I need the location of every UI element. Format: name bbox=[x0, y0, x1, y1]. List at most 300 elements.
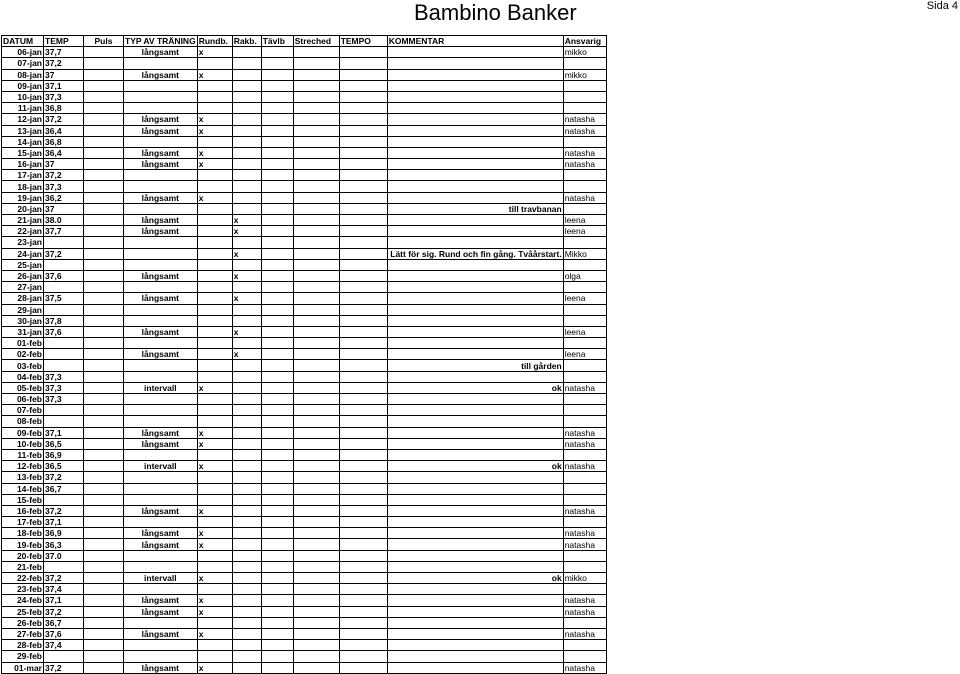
cell-puls bbox=[84, 606, 124, 617]
cell-temp: 37,7 bbox=[44, 226, 84, 237]
cell-datum: 19-jan bbox=[2, 192, 44, 203]
cell-tempo bbox=[339, 394, 387, 405]
cell-kommentar bbox=[387, 505, 563, 516]
cell-ansvarig: natasha bbox=[563, 438, 606, 449]
cell-typ: långsamt bbox=[124, 159, 198, 170]
cell-datum: 13-feb bbox=[2, 472, 44, 483]
cell-rakb bbox=[232, 651, 261, 662]
cell-temp: 36,9 bbox=[44, 528, 84, 539]
col-header-datum: DATUM bbox=[2, 36, 44, 47]
cell-ansvarig bbox=[563, 483, 606, 494]
cell-kommentar bbox=[387, 651, 563, 662]
cell-kommentar bbox=[387, 640, 563, 651]
table-row bbox=[2, 494, 607, 505]
cell-typ bbox=[124, 640, 198, 651]
cell-datum: 02-feb bbox=[2, 349, 44, 360]
cell-tavlb bbox=[261, 628, 293, 639]
cell-puls bbox=[84, 237, 124, 248]
cell-ansvarig bbox=[563, 416, 606, 427]
cell-datum: 17-feb bbox=[2, 517, 44, 528]
cell-streched bbox=[293, 651, 339, 662]
cell-rundb: x bbox=[197, 438, 232, 449]
cell-tavlb bbox=[261, 315, 293, 326]
cell-ansvarig bbox=[563, 494, 606, 505]
table-row bbox=[2, 47, 607, 58]
cell-kommentar bbox=[387, 181, 563, 192]
cell-typ: långsamt bbox=[124, 606, 198, 617]
cell-streched bbox=[293, 449, 339, 460]
cell-datum: 17-jan bbox=[2, 170, 44, 181]
cell-tempo bbox=[339, 248, 387, 259]
cell-temp bbox=[44, 259, 84, 270]
cell-temp bbox=[44, 651, 84, 662]
cell-rakb bbox=[232, 416, 261, 427]
cell-kommentar bbox=[387, 114, 563, 125]
cell-temp: 36,4 bbox=[44, 147, 84, 158]
cell-typ bbox=[124, 237, 198, 248]
cell-datum: 06-jan bbox=[2, 47, 44, 58]
cell-tempo bbox=[339, 315, 387, 326]
page-number: Sida 4 bbox=[926, 0, 958, 12]
table-row bbox=[2, 114, 607, 125]
cell-tavlb bbox=[261, 326, 293, 337]
cell-rundb bbox=[197, 338, 232, 349]
cell-rakb bbox=[232, 640, 261, 651]
cell-ansvarig bbox=[563, 517, 606, 528]
cell-tavlb bbox=[261, 136, 293, 147]
cell-datum: 27-feb bbox=[2, 628, 44, 639]
cell-rundb bbox=[197, 58, 232, 69]
table-row bbox=[2, 282, 607, 293]
table-row bbox=[2, 371, 607, 382]
table-row bbox=[2, 293, 607, 304]
cell-tavlb bbox=[261, 203, 293, 214]
cell-tempo bbox=[339, 438, 387, 449]
cell-temp: 36,2 bbox=[44, 192, 84, 203]
table-row bbox=[2, 405, 607, 416]
cell-tavlb bbox=[261, 416, 293, 427]
cell-temp: 37,3 bbox=[44, 91, 84, 102]
cell-rundb bbox=[197, 248, 232, 259]
cell-streched bbox=[293, 394, 339, 405]
cell-rakb bbox=[232, 338, 261, 349]
cell-rundb bbox=[197, 181, 232, 192]
cell-tempo bbox=[339, 226, 387, 237]
cell-rakb bbox=[232, 472, 261, 483]
cell-datum: 12-feb bbox=[2, 461, 44, 472]
cell-puls bbox=[84, 248, 124, 259]
cell-puls bbox=[84, 416, 124, 427]
cell-typ bbox=[124, 371, 198, 382]
cell-tavlb bbox=[261, 394, 293, 405]
cell-rundb bbox=[197, 293, 232, 304]
cell-datum: 07-jan bbox=[2, 58, 44, 69]
cell-puls bbox=[84, 360, 124, 371]
cell-kommentar bbox=[387, 80, 563, 91]
cell-typ bbox=[124, 259, 198, 270]
cell-rakb bbox=[232, 427, 261, 438]
cell-typ bbox=[124, 80, 198, 91]
cell-typ: långsamt bbox=[124, 47, 198, 58]
cell-rundb: x bbox=[197, 125, 232, 136]
cell-tempo bbox=[339, 326, 387, 337]
col-header-rundb: Rundb. bbox=[197, 36, 232, 47]
cell-temp: 37,8 bbox=[44, 315, 84, 326]
cell-datum: 26-jan bbox=[2, 270, 44, 281]
cell-puls bbox=[84, 170, 124, 181]
cell-streched bbox=[293, 315, 339, 326]
cell-datum: 22-jan bbox=[2, 226, 44, 237]
cell-ansvarig bbox=[563, 170, 606, 181]
cell-temp bbox=[44, 338, 84, 349]
cell-typ bbox=[124, 181, 198, 192]
cell-rakb bbox=[232, 360, 261, 371]
cell-rundb bbox=[197, 517, 232, 528]
cell-datum: 24-jan bbox=[2, 248, 44, 259]
cell-kommentar bbox=[387, 69, 563, 80]
cell-puls bbox=[84, 461, 124, 472]
cell-ansvarig bbox=[563, 304, 606, 315]
cell-tempo bbox=[339, 550, 387, 561]
cell-rundb: x bbox=[197, 159, 232, 170]
cell-temp: 37,1 bbox=[44, 595, 84, 606]
cell-rundb bbox=[197, 80, 232, 91]
cell-temp: 37,2 bbox=[44, 573, 84, 584]
cell-tempo bbox=[339, 494, 387, 505]
cell-ansvarig bbox=[563, 338, 606, 349]
cell-rundb: x bbox=[197, 461, 232, 472]
cell-tavlb bbox=[261, 58, 293, 69]
cell-rundb bbox=[197, 136, 232, 147]
cell-tavlb bbox=[261, 304, 293, 315]
cell-streched bbox=[293, 147, 339, 158]
cell-streched bbox=[293, 584, 339, 595]
cell-tempo bbox=[339, 461, 387, 472]
cell-rakb bbox=[232, 282, 261, 293]
cell-datum: 20-jan bbox=[2, 203, 44, 214]
cell-typ bbox=[124, 282, 198, 293]
table-row bbox=[2, 338, 607, 349]
cell-tempo bbox=[339, 203, 387, 214]
col-header-ansvarig: Ansvarig bbox=[563, 36, 606, 47]
cell-puls bbox=[84, 371, 124, 382]
cell-ansvarig bbox=[563, 394, 606, 405]
cell-tempo bbox=[339, 606, 387, 617]
cell-typ bbox=[124, 416, 198, 427]
cell-kommentar bbox=[387, 338, 563, 349]
cell-rundb bbox=[197, 617, 232, 628]
table-row bbox=[2, 125, 607, 136]
cell-tempo bbox=[339, 125, 387, 136]
table-row bbox=[2, 159, 607, 170]
cell-streched bbox=[293, 293, 339, 304]
cell-puls bbox=[84, 282, 124, 293]
table-row bbox=[2, 304, 607, 315]
table-row bbox=[2, 103, 607, 114]
table-row bbox=[2, 427, 607, 438]
cell-kommentar bbox=[387, 282, 563, 293]
table-row bbox=[2, 382, 607, 393]
cell-temp: 37,4 bbox=[44, 584, 84, 595]
cell-tavlb bbox=[261, 573, 293, 584]
cell-datum: 25-feb bbox=[2, 606, 44, 617]
cell-rundb: x bbox=[197, 539, 232, 550]
cell-temp: 37,5 bbox=[44, 293, 84, 304]
cell-tavlb bbox=[261, 494, 293, 505]
cell-typ bbox=[124, 550, 198, 561]
cell-tempo bbox=[339, 136, 387, 147]
cell-streched bbox=[293, 360, 339, 371]
cell-puls bbox=[84, 382, 124, 393]
cell-streched bbox=[293, 539, 339, 550]
cell-typ bbox=[124, 483, 198, 494]
cell-rakb bbox=[232, 628, 261, 639]
cell-puls bbox=[84, 427, 124, 438]
cell-datum: 31-jan bbox=[2, 326, 44, 337]
cell-typ bbox=[124, 561, 198, 572]
cell-datum: 28-feb bbox=[2, 640, 44, 651]
cell-rundb bbox=[197, 349, 232, 360]
document-title: Bambino Banker bbox=[414, 0, 577, 25]
cell-tavlb bbox=[261, 505, 293, 516]
cell-temp bbox=[44, 405, 84, 416]
cell-datum: 10-feb bbox=[2, 438, 44, 449]
cell-datum: 24-feb bbox=[2, 595, 44, 606]
cell-rundb bbox=[197, 472, 232, 483]
cell-kommentar bbox=[387, 606, 563, 617]
cell-rakb: x bbox=[232, 248, 261, 259]
cell-rundb: x bbox=[197, 528, 232, 539]
cell-puls bbox=[84, 405, 124, 416]
cell-datum: 21-feb bbox=[2, 561, 44, 572]
cell-tavlb bbox=[261, 528, 293, 539]
cell-datum: 04-feb bbox=[2, 371, 44, 382]
cell-tempo bbox=[339, 215, 387, 226]
cell-tavlb bbox=[261, 282, 293, 293]
cell-kommentar bbox=[387, 91, 563, 102]
cell-rakb bbox=[232, 517, 261, 528]
cell-typ bbox=[124, 304, 198, 315]
cell-tavlb bbox=[261, 550, 293, 561]
cell-typ: intervall bbox=[124, 573, 198, 584]
cell-tavlb bbox=[261, 360, 293, 371]
cell-streched bbox=[293, 405, 339, 416]
cell-rundb: x bbox=[197, 628, 232, 639]
cell-datum: 20-feb bbox=[2, 550, 44, 561]
table-row bbox=[2, 215, 607, 226]
cell-tavlb bbox=[261, 438, 293, 449]
table-row bbox=[2, 69, 607, 80]
cell-streched bbox=[293, 382, 339, 393]
cell-temp: 37 bbox=[44, 203, 84, 214]
cell-rundb: x bbox=[197, 69, 232, 80]
cell-rakb bbox=[232, 561, 261, 572]
cell-tempo bbox=[339, 382, 387, 393]
cell-tempo bbox=[339, 159, 387, 170]
cell-tavlb bbox=[261, 226, 293, 237]
cell-temp bbox=[44, 349, 84, 360]
cell-rakb bbox=[232, 304, 261, 315]
cell-rakb: x bbox=[232, 349, 261, 360]
cell-rundb: x bbox=[197, 114, 232, 125]
cell-temp: 36,5 bbox=[44, 461, 84, 472]
cell-rakb: x bbox=[232, 270, 261, 281]
cell-tavlb bbox=[261, 461, 293, 472]
cell-ansvarig bbox=[563, 651, 606, 662]
cell-streched bbox=[293, 349, 339, 360]
cell-ansvarig bbox=[563, 360, 606, 371]
cell-rakb bbox=[232, 80, 261, 91]
cell-ansvarig: natasha bbox=[563, 125, 606, 136]
cell-ansvarig: olga bbox=[563, 270, 606, 281]
cell-puls bbox=[84, 528, 124, 539]
cell-temp: 37,2 bbox=[44, 505, 84, 516]
cell-rakb: x bbox=[232, 226, 261, 237]
cell-rundb: x bbox=[197, 662, 232, 673]
cell-kommentar: till travbanan bbox=[387, 203, 563, 214]
cell-temp: 37,2 bbox=[44, 248, 84, 259]
cell-typ bbox=[124, 103, 198, 114]
cell-typ: långsamt bbox=[124, 628, 198, 639]
cell-datum: 09-feb bbox=[2, 427, 44, 438]
table-row bbox=[2, 416, 607, 427]
cell-tavlb bbox=[261, 405, 293, 416]
cell-tavlb bbox=[261, 114, 293, 125]
col-header-rakb: Rakb. bbox=[232, 36, 261, 47]
cell-typ bbox=[124, 203, 198, 214]
cell-datum: 03-feb bbox=[2, 360, 44, 371]
cell-ansvarig bbox=[563, 181, 606, 192]
cell-ansvarig: mikko bbox=[563, 47, 606, 58]
cell-streched bbox=[293, 215, 339, 226]
cell-temp: 37,3 bbox=[44, 382, 84, 393]
cell-tavlb bbox=[261, 69, 293, 80]
cell-typ: långsamt bbox=[124, 147, 198, 158]
cell-ansvarig: natasha bbox=[563, 539, 606, 550]
cell-datum: 11-feb bbox=[2, 449, 44, 460]
cell-kommentar bbox=[387, 371, 563, 382]
cell-temp: 37,4 bbox=[44, 640, 84, 651]
cell-datum: 19-feb bbox=[2, 539, 44, 550]
cell-rundb bbox=[197, 203, 232, 214]
cell-streched bbox=[293, 494, 339, 505]
cell-tempo bbox=[339, 483, 387, 494]
cell-kommentar: till gården bbox=[387, 360, 563, 371]
cell-tempo bbox=[339, 170, 387, 181]
cell-temp bbox=[44, 304, 84, 315]
cell-streched bbox=[293, 617, 339, 628]
cell-rakb bbox=[232, 449, 261, 460]
cell-puls bbox=[84, 640, 124, 651]
cell-temp: 36,8 bbox=[44, 136, 84, 147]
cell-ansvarig: mikko bbox=[563, 69, 606, 80]
cell-tavlb bbox=[261, 170, 293, 181]
cell-tempo bbox=[339, 103, 387, 114]
cell-puls bbox=[84, 293, 124, 304]
cell-kommentar bbox=[387, 394, 563, 405]
cell-kommentar bbox=[387, 170, 563, 181]
cell-puls bbox=[84, 159, 124, 170]
cell-kommentar bbox=[387, 539, 563, 550]
cell-typ bbox=[124, 338, 198, 349]
cell-ansvarig: natasha bbox=[563, 505, 606, 516]
cell-tavlb bbox=[261, 640, 293, 651]
col-header-streched: Streched bbox=[293, 36, 339, 47]
cell-ansvarig: leena bbox=[563, 349, 606, 360]
cell-datum: 25-jan bbox=[2, 259, 44, 270]
cell-temp: 37,2 bbox=[44, 472, 84, 483]
col-header-tempo: TEMPO bbox=[339, 36, 387, 47]
cell-rakb bbox=[232, 114, 261, 125]
cell-streched bbox=[293, 606, 339, 617]
cell-tempo bbox=[339, 573, 387, 584]
cell-tempo bbox=[339, 528, 387, 539]
cell-streched bbox=[293, 461, 339, 472]
cell-temp: 37,6 bbox=[44, 270, 84, 281]
cell-datum: 18-jan bbox=[2, 181, 44, 192]
cell-rundb bbox=[197, 215, 232, 226]
cell-kommentar bbox=[387, 584, 563, 595]
cell-tempo bbox=[339, 349, 387, 360]
cell-puls bbox=[84, 628, 124, 639]
cell-rakb bbox=[232, 47, 261, 58]
cell-puls bbox=[84, 192, 124, 203]
cell-rundb: x bbox=[197, 382, 232, 393]
cell-datum: 29-feb bbox=[2, 651, 44, 662]
cell-temp: 37,3 bbox=[44, 394, 84, 405]
cell-datum: 01-mar bbox=[2, 662, 44, 673]
cell-streched bbox=[293, 640, 339, 651]
table-row bbox=[2, 237, 607, 248]
cell-tavlb bbox=[261, 449, 293, 460]
cell-rundb: x bbox=[197, 147, 232, 158]
cell-typ: långsamt bbox=[124, 427, 198, 438]
cell-ansvarig bbox=[563, 550, 606, 561]
cell-tempo bbox=[339, 595, 387, 606]
cell-ansvarig: leena bbox=[563, 293, 606, 304]
cell-tavlb bbox=[261, 483, 293, 494]
cell-typ bbox=[124, 472, 198, 483]
cell-ansvarig bbox=[563, 103, 606, 114]
cell-puls bbox=[84, 47, 124, 58]
cell-rakb bbox=[232, 528, 261, 539]
cell-tempo bbox=[339, 91, 387, 102]
cell-puls bbox=[84, 304, 124, 315]
cell-rakb bbox=[232, 259, 261, 270]
cell-tavlb bbox=[261, 125, 293, 136]
cell-temp bbox=[44, 561, 84, 572]
cell-typ bbox=[124, 315, 198, 326]
cell-ansvarig bbox=[563, 91, 606, 102]
cell-tempo bbox=[339, 58, 387, 69]
cell-typ bbox=[124, 170, 198, 181]
cell-tavlb bbox=[261, 237, 293, 248]
cell-puls bbox=[84, 505, 124, 516]
table-row bbox=[2, 449, 607, 460]
cell-rundb bbox=[197, 494, 232, 505]
cell-rakb bbox=[232, 159, 261, 170]
cell-tempo bbox=[339, 282, 387, 293]
cell-rundb bbox=[197, 282, 232, 293]
cell-ansvarig: natasha bbox=[563, 114, 606, 125]
cell-rakb: x bbox=[232, 326, 261, 337]
cell-tempo bbox=[339, 617, 387, 628]
cell-ansvarig: mikko bbox=[563, 573, 606, 584]
cell-streched bbox=[293, 159, 339, 170]
cell-puls bbox=[84, 517, 124, 528]
cell-temp: 37,1 bbox=[44, 517, 84, 528]
cell-rundb bbox=[197, 561, 232, 572]
